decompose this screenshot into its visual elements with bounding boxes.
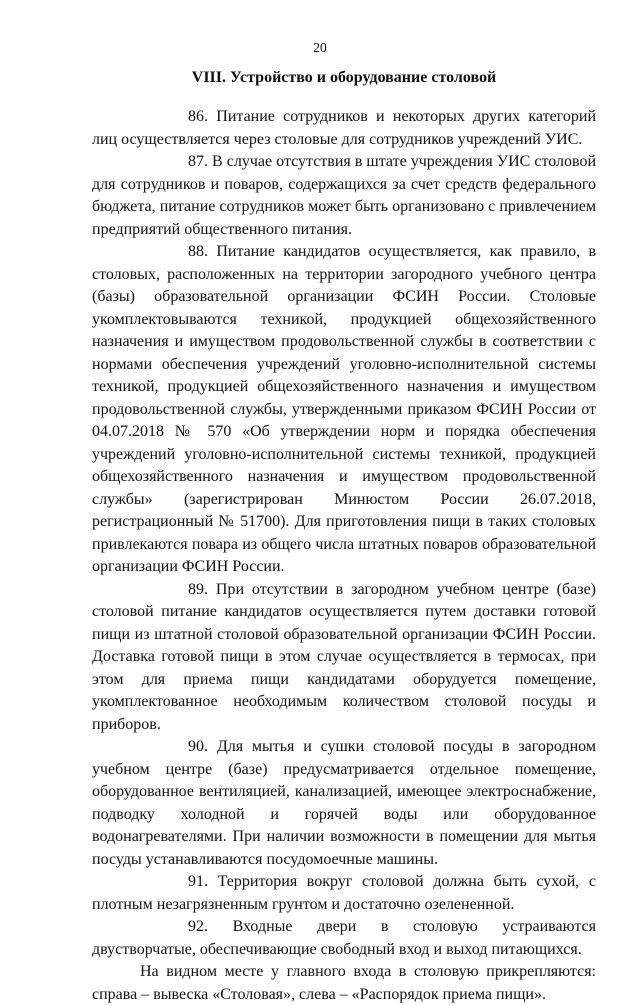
page-number: 20 xyxy=(313,40,327,55)
paragraph-number: 91. xyxy=(188,873,208,890)
document-body xyxy=(92,106,596,1006)
paragraph-number: 90. xyxy=(188,738,208,755)
paragraph-text: Для мытья и сушки столовой посуды в загородном учебном центре (базе) предусматривается отдельное помещение, оборудованное вентиляцией, канализацией, имеющее электроснабжение, подводку холодной и горячей воды или оборудованное водонагревателями. При наличии возможности в помещении для мытья посуды устанавливаются посудомоечные машины. xyxy=(92,738,596,868)
paragraph-text: В случае отсутствия в штате учреждения УИС столовой для сотрудников и поваров, содержащихся за счет средств федерального бюджета, питание сотрудников может быть организовано с привлечением предприятий общественного питания. xyxy=(92,153,596,238)
paragraph-90 xyxy=(92,736,596,871)
paragraph-signage xyxy=(92,961,596,1006)
paragraph-text: Питание кандидатов осуществляется, как правило, в столовых, расположенных на территории загородного учебного центра (базы) образовательной организации ФСИН России. Столовые укомплектовываются техникой, продукцией общехозяйственного назначения и имуществом продовольственной службы в соответствии с нормами обеспечения учреждений уголовно-исполнительной системы техникой, продукцией общехозяйственного назначения и имуществом продовольственной службы, утвержденными приказом ФСИН России от 04.07.2018 № 570 «Об утверждении норм и порядка обеспечения учреждений уголовно-исполнительной системы техникой, продукцией общехозяйственного назначения и имуществом продовольственной службы» (зарегистрирован Минюстом России 26.07.2018, регистрационный № 51700). Для приготовления пищи в таких столовых привлекаются повара из общего числа штатных поваров образовательной организации ФСИН России. xyxy=(92,243,597,575)
paragraph-91 xyxy=(92,871,596,916)
paragraph-number: 88. xyxy=(188,243,208,260)
paragraph-92 xyxy=(92,916,596,961)
paragraph-text: Питание сотрудников и некоторых других категорий лиц осуществляется через столовые для сотрудников учреждений УИС. xyxy=(92,108,597,148)
paragraph-number: 89. xyxy=(188,580,208,598)
paragraph-89 xyxy=(92,579,596,737)
paragraph-number: 87. xyxy=(188,153,208,170)
paragraph-text: При отсутствии в загородном учебном центре (базе) столовой питание кандидатов осуществляется путем доставки готовой пищи из штатной столовой образовательной организации ФСИН России. Доставка готовой пищи в этом случае осуществляется в термосах, при этом для приема пищи кандидатами оборудуется помещение, укомплектованное необходимым количеством столовой посуды и приборов. xyxy=(92,580,596,733)
paragraph-86 xyxy=(92,106,596,151)
paragraph-87 xyxy=(92,151,596,241)
paragraph-88 xyxy=(92,241,596,579)
section-title: VIII. Устройство и оборудование столовой xyxy=(191,69,497,86)
paragraph-number: 92. xyxy=(188,918,208,935)
paragraph-text: Входные двери в столовую устраиваются двустворчатые, обеспечивающие свободный вход и выход питающихся. xyxy=(92,918,597,958)
paragraph-text: Территория вокруг столовой должна быть сухой, с плотным незагрязненным грунтом и достаточно озелененной. xyxy=(92,873,596,913)
paragraph-text: На видном месте у главного входа в столовую прикрепляются: справа – вывеска «Столовая», слева – «Распорядок приема пищи». xyxy=(92,963,596,1003)
paragraph-number: 86. xyxy=(188,108,208,125)
